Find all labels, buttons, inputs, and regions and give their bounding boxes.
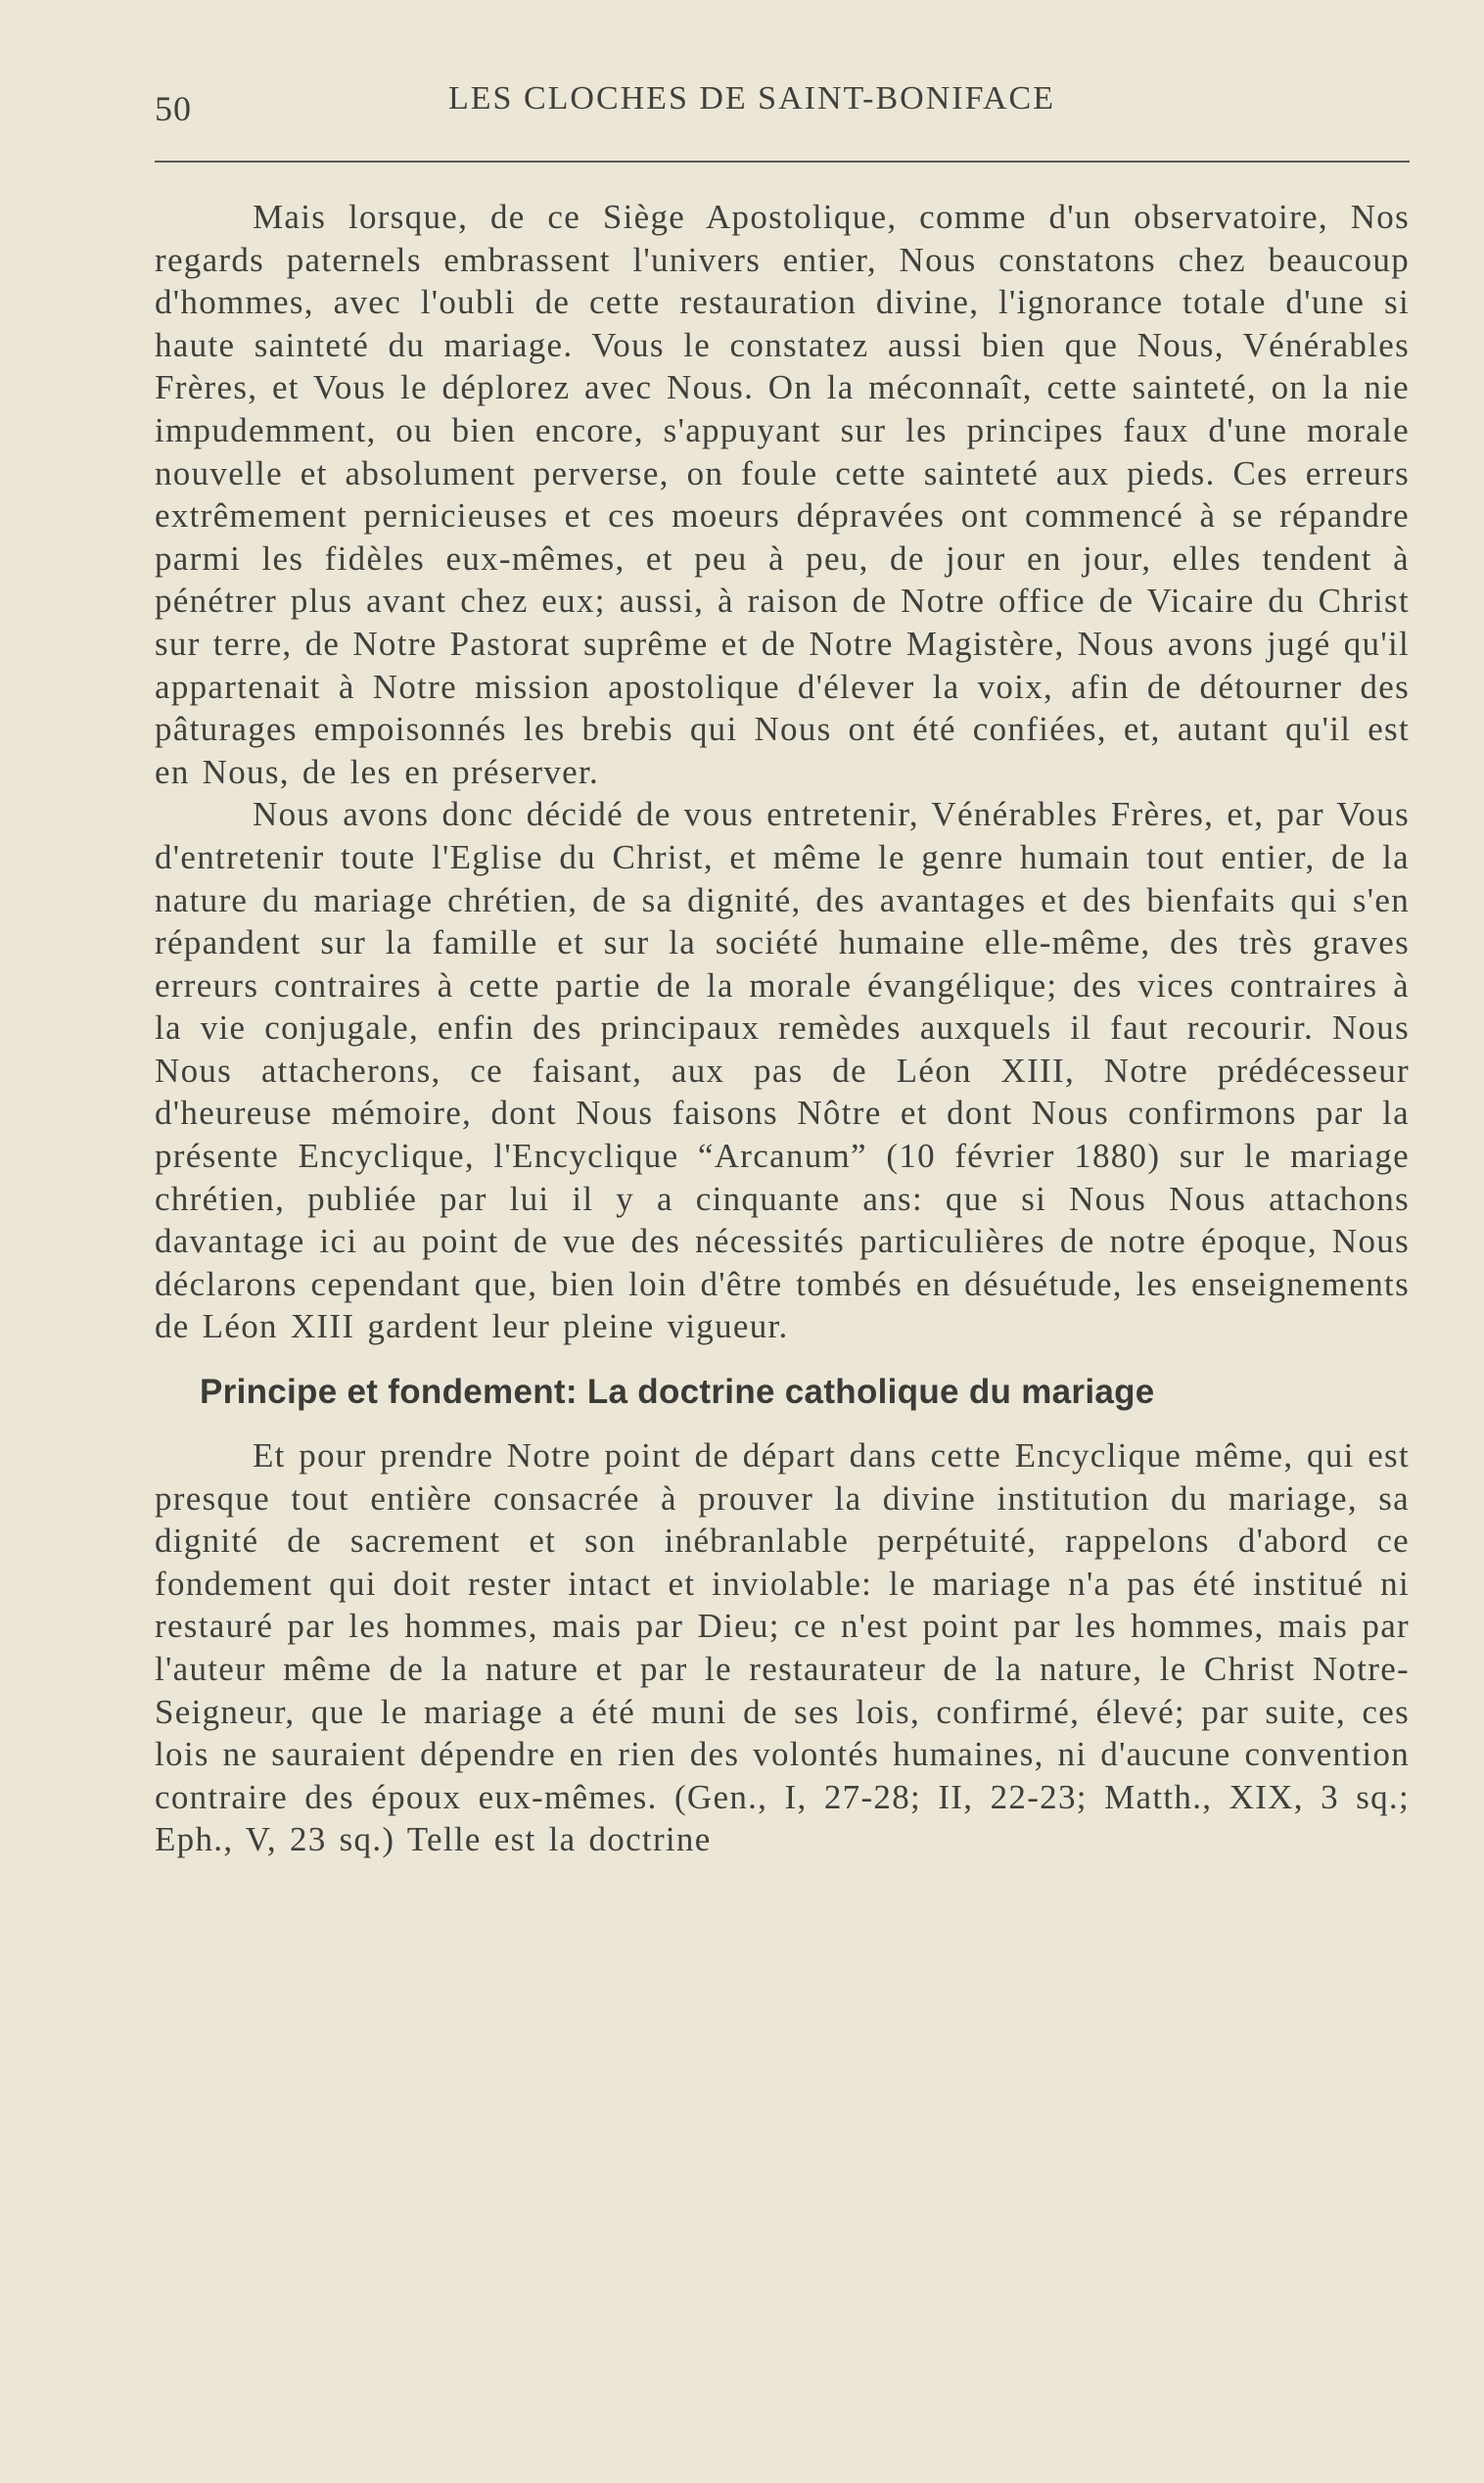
page-number: 50	[155, 89, 192, 128]
paragraph-3: Et pour prendre Notre point de départ dans cette Encyclique même, qui est presque tout entière consacrée à prouver la divine institution du mariage, sa dignité de sacrement et son inébranlable perpétuité, rappelons d'abord ce fondement qui doit rester intact et inviolable: le mariage n'a pas été institué ni restauré par les hommes, mais par Dieu; ce n'est point par les hommes, mais par l'auteur même de la nature et par le restaurateur de la nature, le Christ Notre-Seigneur, que le mariage a été muni de ses lois, confirmé, élevé; par suite, ces lois ne sauraient dépendre en rien des volontés humaines, ni d'aucune convention contraire des époux eux-mêmes. (Gen., I, 27-28; II, 22-23; Matth., XIX, 3 sq.; Eph., V, 23 sq.) Telle est la doctrine	[155, 1436, 1410, 1859]
paragraph-2: Nous avons donc décidé de vous entretenir, Vénérables Frères, et, par Vous d'entretenir toute l'Eglise du Christ, et même le genre humain tout entier, de la nature du mariage chrétien, de sa dignité, des avantages et des bienfaits qui s'en répandent sur la famille et sur la société humaine elle-même, des très graves erreurs contraires à cette partie de la morale évangélique; des vices contraires à la vie conjugale, enfin des principaux remèdes auxquels il faut recourir. Nous Nous attacherons, ce faisant, aux pas de Léon XIII, Notre prédécesseur d'heureuse mémoire, dont Nous faisons Nôtre et dont Nous confirmons par la présente Encyclique, l'Encyclique “Arcanum” (10 février 1880) sur le mariage chrétien, publiée par lui il y a cinquante ans: que si Nous Nous attachons davantage ici au point de vue des nécessités particulières de notre époque, Nous déclarons cependant que, bien loin d'être tombés en désuétude, les enseignements de Léon XIII gardent leur pleine vigueur.	[155, 795, 1410, 1346]
running-head	[155, 80, 1410, 129]
header-rule	[155, 161, 1410, 163]
paragraph-1: Mais lorsque, de ce Siège Apostolique, comme d'un observatoire, Nos regards paternels embrassent l'univers entier, Nous constatons chez beaucoup d'hommes, avec l'oubli de cette restauration divine, l'ignorance totale d'une si haute sainteté du mariage. Vous le constatez aussi bien que Nous, Vénérables Frères, et Vous le déplorez avec Nous. On la méconnaît, cette sainteté, on la nie impudemment, ou bien encore, s'appuyant sur les principes faux d'une morale nouvelle et absolument perverse, on foule cette sainteté aux pieds. Ces erreurs extrêmement pernicieuses et ces moeurs dépravées ont commencé à se répandre parmi les fidèles eux-mêmes, et peu à peu, de jour en jour, elles tendent à pénétrer plus avant chez eux; aussi, à raison de Notre office de Vicaire du Christ sur terre, de Notre Pastorat suprême et de Notre Magistère, Nous avons jugé qu'il appartenait à Notre mission apostolique d'élever la voix, afin de détourner des pâturages empoisonnés les brebis qui Nous ont été confiées, et, autant qu'il est en Nous, de les en préserver.	[155, 198, 1410, 791]
body-text	[155, 196, 1410, 1861]
running-title: LES CLOCHES DE SAINT-BONIFACE	[448, 80, 1055, 117]
section-heading: Principe et fondement: La doctrine catholique du mariage	[200, 1373, 1155, 1412]
